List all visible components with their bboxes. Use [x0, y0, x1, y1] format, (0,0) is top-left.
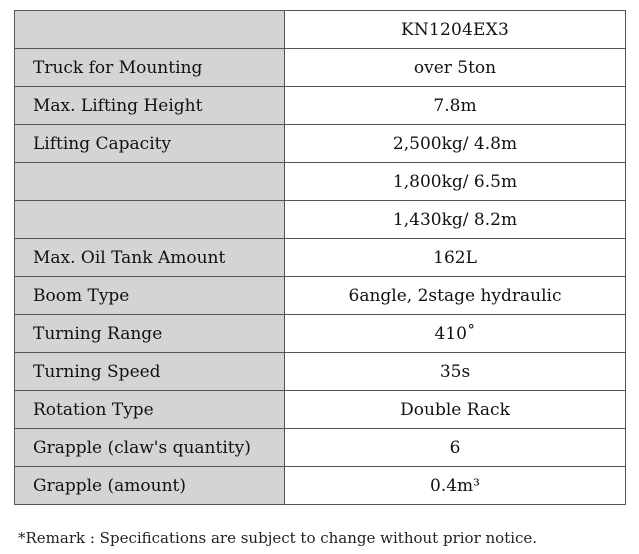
table-header-row	[15, 11, 626, 49]
spec-value: 1,430kg/ 8.2m	[285, 201, 626, 239]
table-row	[15, 239, 626, 277]
spec-value: 410˚	[285, 315, 626, 353]
spec-label: Max. Lifting Height	[15, 87, 285, 125]
header-label-cell	[15, 11, 285, 49]
spec-table	[14, 10, 626, 505]
spec-label: Truck for Mounting	[15, 49, 285, 87]
spec-label: Boom Type	[15, 277, 285, 315]
table-row	[15, 201, 626, 239]
spec-label: Lifting Capacity	[15, 125, 285, 163]
table-row	[15, 163, 626, 201]
spec-label: Grapple (amount)	[15, 467, 285, 505]
table-row	[15, 391, 626, 429]
table-row	[15, 353, 626, 391]
spec-value: 2,500kg/ 4.8m	[285, 125, 626, 163]
table-row	[15, 429, 626, 467]
spec-label	[15, 201, 285, 239]
spec-label	[15, 163, 285, 201]
remark-note: *Remark : Specifications are subject to change without prior notice.	[18, 529, 538, 547]
spec-value: 1,800kg/ 6.5m	[285, 163, 626, 201]
spec-value: 6angle, 2stage hydraulic	[285, 277, 626, 315]
table-row	[15, 277, 626, 315]
spec-value: 7.8m	[285, 87, 626, 125]
spec-label: Turning Speed	[15, 353, 285, 391]
spec-value: 6	[285, 429, 626, 467]
spec-label: Turning Range	[15, 315, 285, 353]
spec-value: Double Rack	[285, 391, 626, 429]
spec-value: over 5ton	[285, 49, 626, 87]
table-row	[15, 125, 626, 163]
model-name: KN1204EX3	[285, 11, 626, 49]
spec-label: Grapple (claw's quantity)	[15, 429, 285, 467]
spec-value: 162L	[285, 239, 626, 277]
table-row	[15, 49, 626, 87]
table-row	[15, 315, 626, 353]
table-row	[15, 87, 626, 125]
spec-value: 35s	[285, 353, 626, 391]
spec-label: Max. Oil Tank Amount	[15, 239, 285, 277]
spec-label: Rotation Type	[15, 391, 285, 429]
table-row	[15, 467, 626, 505]
spec-value: 0.4m³	[285, 467, 626, 505]
